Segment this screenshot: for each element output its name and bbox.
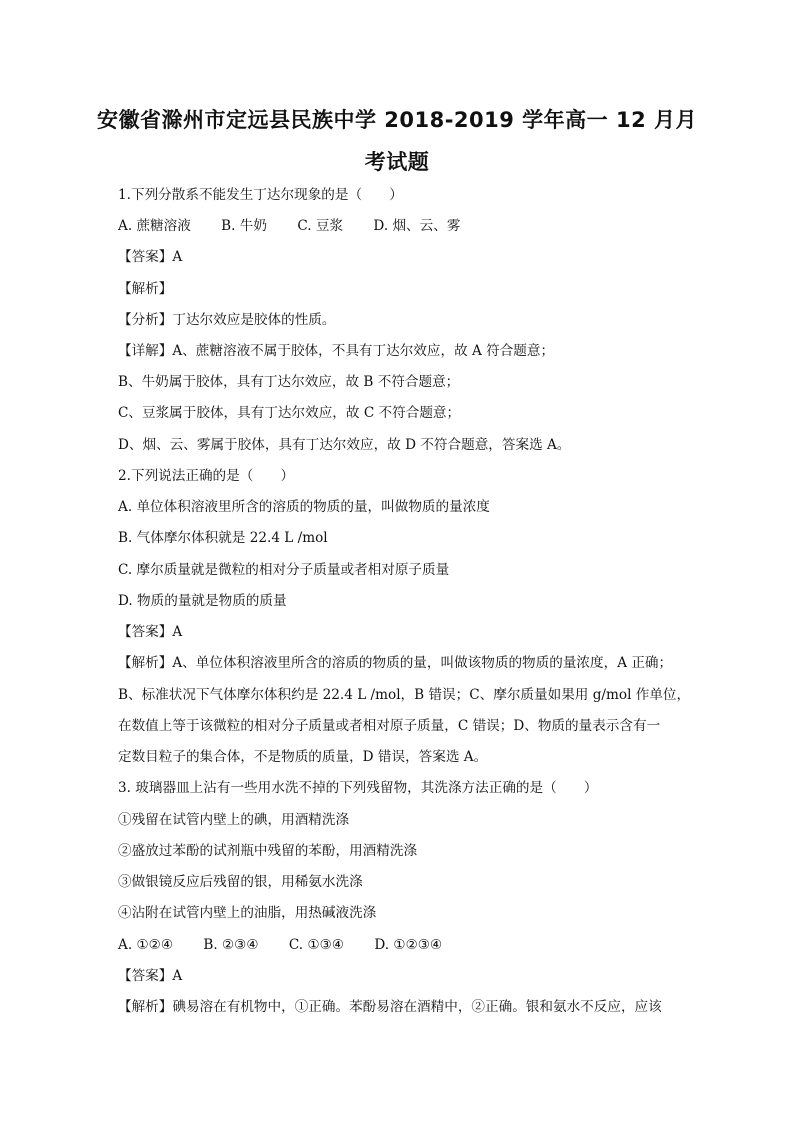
q2-analysis-line: 定数目粒子的集合体，不是物质的质量，D 错误，答案选 A。 [118, 749, 488, 765]
q1-detail-line: C、豆浆属于胶体，具有丁达尔效应，故 C 不符合题意； [118, 405, 461, 421]
q1-fenxi: 【分析】丁达尔效应是胶体的性质。 [118, 312, 336, 328]
q1-detail-line: 【详解】A、蔗糖溶液不属于胶体，不具有丁达尔效应，故 A 符合题意； [118, 343, 555, 359]
question-1-stem: 1.下列分散系不能发生丁达尔现象的是（ ） [118, 187, 403, 203]
document-title-line-2: 考试题 [364, 150, 430, 174]
document-title-line-1: 安徽省滁州市定远县民族中学 2018-2019 学年高一 12 月月 [96, 108, 698, 132]
q1-option-c: C. 豆浆 [297, 218, 344, 234]
q1-option-d: D. 烟、云、雾 [373, 218, 461, 234]
q1-option-a: A. 蔗糖溶液 [118, 218, 191, 234]
q1-option-b: B. 牛奶 [221, 218, 267, 234]
q3-option-d: D. ①②③④ [374, 937, 443, 953]
q2-option-b: B. 气体摩尔体积就是 22.4 L /mol [118, 530, 328, 546]
q2-answer: 【答案】A [118, 624, 183, 640]
question-3-options [118, 936, 468, 954]
q2-analysis-line: 【解析】A、单位体积溶液里所含的溶质的物质的量，叫做该物质的物质的量浓度，A 正确； [118, 655, 673, 671]
q1-detail-line: D、烟、云、雾属于胶体，具有丁达尔效应，故 D 不符合题意，答案选 A。 [118, 437, 571, 453]
q3-answer: 【答案】A [118, 968, 183, 984]
q3-option-c: C. ①③④ [288, 937, 345, 953]
q3-item: ②盛放过苯酚的试剂瓶中残留的苯酚，用酒精洗涤 [118, 843, 418, 859]
q2-analysis-line: B、标准状况下气体摩尔体积约是 22.4 L /mol，B 错误；C、摩尔质量如果用 g/mol 作单位， [118, 687, 691, 703]
q1-answer: 【答案】A [118, 249, 183, 265]
question-1-options [118, 217, 486, 235]
q1-detail-line: B、牛奶属于胶体，具有丁达尔效应，故 B 不符合题意； [118, 374, 460, 390]
q3-option-b: B. ②③④ [203, 937, 259, 953]
question-2-stem: 2.下列说法正确的是（ ） [118, 468, 295, 484]
q3-option-a: A. ①②④ [118, 937, 174, 953]
q1-analysis-label: 【解析】 [118, 281, 173, 297]
q2-option-c: C. 摩尔质量就是微粒的相对分子质量或者相对原子质量 [118, 562, 450, 578]
q3-item: ③做银镜反应后残留的银，用稀氨水洗涤 [118, 874, 363, 890]
q2-analysis-line: 在数值上等于该微粒的相对分子质量或者相对原子质量，C 错误；D、物质的量表示含有一 [118, 718, 661, 734]
question-3-stem: 3. 玻璃器皿上沾有一些用水洗不掉的下列残留物，其洗涤方法正确的是（ ） [118, 780, 598, 796]
q3-item: ①残留在试管内壁上的碘，用酒精洗涤 [118, 812, 350, 828]
q3-analysis: 【解析】碘易溶在有机物中，①正确。苯酚易溶在酒精中，②正确。银和氨水不反应，应该 [118, 999, 662, 1015]
q2-option-a: A. 单位体积溶液里所含的溶质的物质的量，叫做物质的量浓度 [118, 499, 490, 515]
q3-item: ④沾附在试管内壁上的油脂，用热碱液洗涤 [118, 905, 377, 921]
q2-option-d: D. 物质的量就是物质的质量 [118, 593, 287, 609]
